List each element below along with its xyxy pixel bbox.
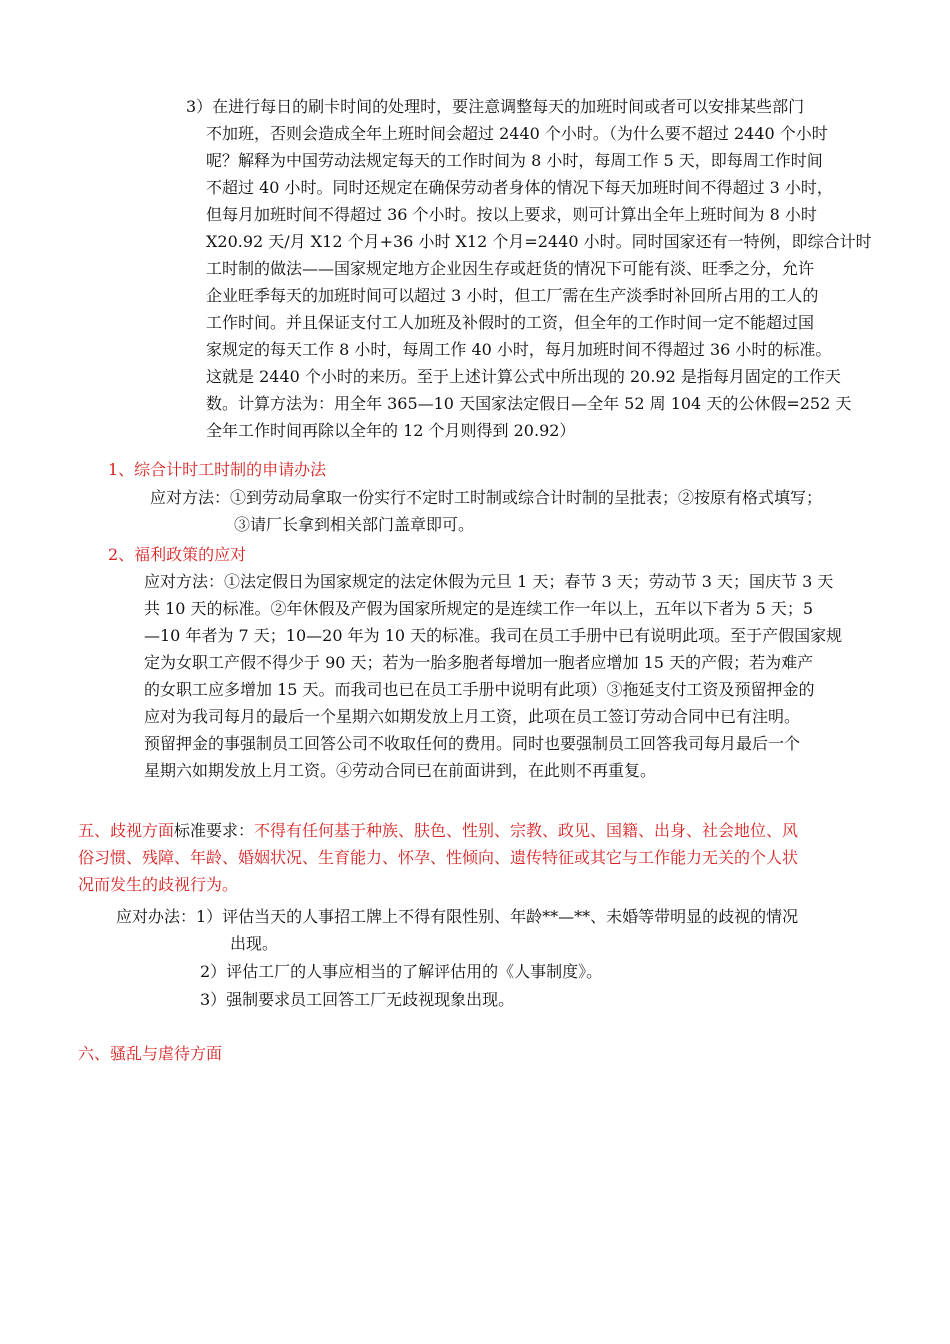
section2-paragraph: [144, 568, 842, 784]
text-line: 3）在进行每日的刷卡时间的处理时，要注意调整每天的加班时间或者可以安排某些部门: [186, 97, 805, 116]
text-line: 应对方法：①法定假日为国家规定的法定休假为元旦 1 天；春节 3 天；劳动节 3 天；国庆节 3 天: [144, 572, 834, 591]
text-line: 工作时间。并且保证支付工人加班及补假时的工资，但全年的工作时间一定不能超过国: [206, 313, 815, 332]
text-line: 应对为我司每月的最后一个星期六如期发放上月工资，此项在员工签订劳动合同中已有注明。: [144, 707, 801, 726]
text-line: 但每月加班时间不得超过 36 个小时。按以上要求，则可计算出全年上班时间为 8 小时: [206, 205, 817, 224]
text-line: X20.92 天/月 X12 个月+36 小时 X12 个月=2440 小时。同时国家还有一特例，即综合计时: [206, 232, 872, 251]
text-line: 呢？解释为中国劳动法规定每天的工作时间为 8 小时，每周工作 5 天，即每周工作时间: [206, 151, 823, 170]
text-line: 数。计算方法为：用全年 365—10 天国家法定假日—全年 52 周 104 天的公休假=252 天: [206, 394, 852, 413]
section1-measure-line1: 应对方法：①到劳动局拿取一份实行不定时工时制或综合计时制的呈批表；②按原有格式填写；: [150, 488, 823, 507]
item3-first-line: [186, 93, 804, 120]
text-line: 全年工作时间再除以全年的 12 个月则得到 20.92）: [206, 421, 576, 440]
text-line: 工时制的做法——国家规定地方企业因生存或赶货的情况下可能有淡、旺季之分，允许: [206, 259, 815, 278]
section5-measure-1: 应对办法：1）评估当天的人事招工牌上不得有限性别、年龄**—**、未婚等带明显的歧视的情况: [116, 907, 799, 926]
section5-standard-text: 不得有任何基于种族、肤色、性别、宗教、政见、国籍、出身、社会地位、风: [254, 821, 799, 840]
section5-title: 五、歧视方面: [78, 821, 175, 840]
text-line: 星期六如期发放上月工资。④劳动合同已在前面讲到，在此则不再重复。: [144, 761, 657, 780]
section1-measure-line2: ③请厂长拿到相关部门盖章即可。: [234, 515, 475, 534]
section5-standard-text: 俗习惯、残障、年龄、婚姻状况、生育能力、怀孕、性倾向、遗传特征或其它与工作能力无关的个人状: [78, 848, 799, 867]
text-line: 预留押金的事强制员工回答公司不收取任何的费用。同时也要强制员工回答我司每月最后一个: [144, 734, 801, 753]
text-line: 企业旺季每天的加班时间可以超过 3 小时，但工厂需在生产淡季时补回所占用的工人的: [206, 286, 819, 305]
section5-measure-1-cont: 出现。: [230, 934, 279, 953]
item3-paragraph: [206, 120, 872, 444]
text-line: 共 10 天的标准。②年休假及产假为国家所规定的是连续工作一年以上，五年以下者为 5 天；5: [144, 599, 814, 618]
section5-standard-text: 况而发生的歧视行为。: [78, 875, 239, 894]
text-line: —10 年者为 7 天；10—20 年为 10 天的标准。我司在员工手册中已有说明此项。至于产假国家规: [144, 626, 843, 645]
text-line: 不加班，否则会造成全年上班时间会超过 2440 个小时。（为什么要不超过 2440 个小时: [206, 124, 828, 143]
text-line: 家规定的每天工作 8 小时，每周工作 40 小时，每月加班时间不得超过 36 小时的标准。: [206, 340, 832, 359]
section5-measure-3: 3）强制要求员工回答工厂无歧视现象出现。: [200, 990, 515, 1009]
text-line: 定为女职工产假不得少于 90 天；若为一胎多胞者每增加一胞者应增加 15 天的产假；若为难产: [144, 653, 814, 672]
section1-heading: 1、综合计时工时制的申请办法: [108, 460, 327, 479]
text-line: 不超过 40 小时。同时还规定在确保劳动者身体的情况下每天加班时间不得超过 3 小时，: [206, 178, 833, 197]
text-line: 的女职工应多增加 15 天。而我司也已在员工手册中说明有此项）③拖延支付工资及预留押金的: [144, 680, 815, 699]
section2-heading: 2、福利政策的应对: [108, 545, 247, 564]
section5-heading: [78, 817, 918, 898]
text-line: 这就是 2440 个小时的来历。至于上述计算公式中所出现的 20.92 是指每月固定的工作天: [206, 367, 841, 386]
section5-standard-label: 标准要求：: [174, 821, 255, 840]
section6-heading: 六、骚乱与虐待方面: [78, 1044, 223, 1063]
section5-measure-2: 2）评估工厂的人事应相当的了解评估用的《人事制度》。: [200, 962, 603, 981]
